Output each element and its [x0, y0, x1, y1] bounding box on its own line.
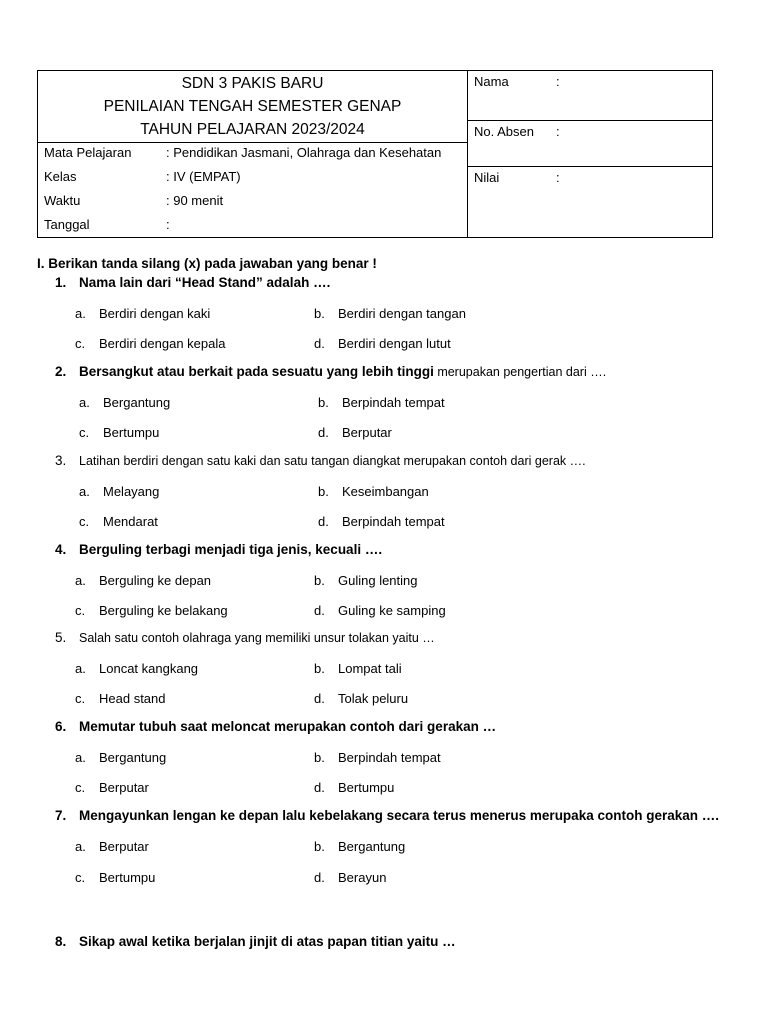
- question-4: [55, 542, 382, 557]
- answer-option[interactable]: [318, 514, 445, 529]
- option-text: Berdiri dengan kaki: [99, 306, 211, 321]
- option-letter: b.: [318, 395, 329, 410]
- question-number: 1.: [55, 275, 67, 290]
- option-letter: d.: [314, 780, 325, 795]
- answer-option[interactable]: [318, 395, 445, 410]
- absence-number-field[interactable]: No. Absen :: [468, 121, 712, 167]
- option-letter: c.: [75, 780, 86, 795]
- option-text: Loncat kangkang: [99, 661, 199, 676]
- exam-header-table: [37, 70, 713, 238]
- option-text: Berpindah tempat: [342, 514, 445, 529]
- question-text: Nama lain dari “Head Stand” adalah ….: [79, 275, 331, 290]
- option-letter: c.: [75, 336, 86, 351]
- option-letter: b.: [314, 306, 325, 321]
- option-text: Keseimbangan: [342, 484, 429, 499]
- question-3: [55, 453, 586, 468]
- answer-option[interactable]: [314, 306, 466, 321]
- answer-option[interactable]: [314, 573, 418, 588]
- question-text-tail: merupakan pengertian dari ….: [433, 365, 607, 379]
- answer-option[interactable]: [314, 870, 386, 885]
- option-letter: a.: [75, 750, 86, 765]
- question-number: 5.: [55, 630, 67, 645]
- option-letter: d.: [314, 870, 325, 885]
- option-letter: a.: [75, 306, 86, 321]
- answer-option[interactable]: [75, 839, 149, 854]
- question-5: [55, 630, 435, 645]
- answer-option[interactable]: [79, 425, 159, 440]
- question-1: [55, 275, 330, 290]
- option-text: Berdiri dengan kepala: [99, 336, 226, 351]
- option-letter: c.: [75, 870, 86, 885]
- option-letter: c.: [75, 603, 86, 618]
- option-text: Berayun: [338, 870, 387, 885]
- option-letter: b.: [314, 573, 325, 588]
- option-text: Berpindah tempat: [338, 750, 441, 765]
- option-letter: c.: [79, 425, 90, 440]
- answer-option[interactable]: [75, 780, 149, 795]
- answer-option[interactable]: [75, 870, 155, 885]
- question-text: Bersangkut atau berkait pada sesuatu yang lebih tinggi: [79, 364, 434, 379]
- answer-option[interactable]: [75, 306, 210, 321]
- question-6: [55, 719, 496, 734]
- question-number: 6.: [55, 719, 67, 734]
- answer-option[interactable]: [75, 750, 166, 765]
- answer-option[interactable]: [318, 425, 392, 440]
- option-text: Bertumpu: [103, 425, 160, 440]
- option-text: Tolak peluru: [338, 691, 409, 706]
- question-8: [55, 934, 456, 949]
- answer-option[interactable]: [75, 661, 198, 676]
- header-titles: [38, 71, 467, 143]
- answer-option[interactable]: [79, 395, 170, 410]
- option-text: Bergantung: [103, 395, 171, 410]
- header-left-block: SDN 3 PAKIS BARU PENILAIAN TENGAH SEMESTER GENAP TAHUN PELAJARAN 2023/2024 Mata Pelajaran : Pendidikan Jasmani, Olahraga dan Kesehatan Kelas : IV (EMPAT) Waktu : 90 menit Tanggal :: [38, 71, 468, 237]
- school-name: SDN 3 PAKIS BARU: [181, 75, 324, 92]
- option-letter: c.: [79, 514, 90, 529]
- option-text: Berdiri dengan lutut: [338, 336, 451, 351]
- answer-option[interactable]: [79, 514, 158, 529]
- option-letter: a.: [75, 573, 86, 588]
- option-letter: a.: [79, 395, 90, 410]
- score-field[interactable]: Nilai :: [474, 170, 560, 185]
- option-letter: d.: [314, 691, 325, 706]
- option-text: Berputar: [99, 839, 149, 854]
- option-text: Head stand: [99, 691, 166, 706]
- option-letter: c.: [75, 691, 86, 706]
- option-letter: b.: [314, 750, 325, 765]
- answer-option[interactable]: [314, 661, 402, 676]
- option-text: Berguling ke depan: [99, 573, 212, 588]
- option-text: Bergantung: [338, 839, 406, 854]
- option-text: Lompat tali: [338, 661, 402, 676]
- question-number: 4.: [55, 542, 67, 557]
- option-letter: d.: [318, 425, 329, 440]
- question-text: Sikap awal ketika berjalan jinjit di atas papan titian yaitu …: [79, 934, 456, 949]
- option-text: Melayang: [103, 484, 160, 499]
- answer-option[interactable]: [314, 839, 405, 854]
- exam-name: PENILAIAN TENGAH SEMESTER GENAP: [103, 98, 402, 115]
- answer-option[interactable]: [75, 691, 166, 706]
- question-text: Berguling terbagi menjadi tiga jenis, kecuali ….: [79, 542, 383, 557]
- option-text: Berguling ke belakang: [99, 603, 228, 618]
- header-right-block: [468, 71, 712, 237]
- option-text: Guling lenting: [338, 573, 418, 588]
- name-field[interactable]: Nama :: [468, 71, 712, 121]
- question-number: 3.: [55, 453, 67, 468]
- option-letter: b.: [314, 839, 325, 854]
- question-text: Salah satu contoh olahraga yang memiliki unsur tolakan yaitu …: [79, 631, 435, 645]
- option-text: Berputar: [342, 425, 392, 440]
- option-text: Berputar: [99, 780, 149, 795]
- option-letter: b.: [318, 484, 329, 499]
- answer-option[interactable]: [79, 484, 159, 499]
- option-text: Berdiri dengan tangan: [338, 306, 466, 321]
- question-text: Memutar tubuh saat meloncat merupakan contoh dari gerakan …: [79, 719, 497, 734]
- question-number: 2.: [55, 364, 67, 379]
- question-number: 7.: [55, 808, 67, 823]
- answer-option[interactable]: [314, 603, 446, 618]
- question-text: Latihan berdiri dengan satu kaki dan satu tangan diangkat merupakan contoh dari gerak ….: [79, 454, 586, 468]
- option-letter: b.: [314, 661, 325, 676]
- section-instruction: I. Berikan tanda silang (x) pada jawaban yang benar !: [37, 256, 377, 271]
- answer-option[interactable]: [314, 691, 408, 706]
- school-year: TAHUN PELAJARAN 2023/2024: [140, 121, 365, 138]
- answer-option[interactable]: [314, 780, 394, 795]
- answer-option[interactable]: [314, 336, 451, 351]
- option-text: Bertumpu: [99, 870, 156, 885]
- option-letter: a.: [75, 839, 86, 854]
- answer-option[interactable]: [314, 750, 441, 765]
- question-text: Mengayunkan lengan ke depan lalu kebelakang secara terus menerus merupaka contoh gerakan ….: [79, 808, 719, 823]
- answer-option[interactable]: [318, 484, 429, 499]
- option-letter: a.: [75, 661, 86, 676]
- option-text: Bergantung: [99, 750, 167, 765]
- option-text: Berpindah tempat: [342, 395, 445, 410]
- option-letter: d.: [314, 336, 325, 351]
- question-number: 8.: [55, 934, 67, 949]
- answer-option[interactable]: [75, 603, 228, 618]
- question-7: [55, 808, 719, 823]
- option-letter: a.: [79, 484, 90, 499]
- option-text: Guling ke samping: [338, 603, 446, 618]
- option-letter: d.: [318, 514, 329, 529]
- option-letter: d.: [314, 603, 325, 618]
- question-2: [55, 364, 606, 379]
- option-text: Bertumpu: [338, 780, 395, 795]
- answer-option[interactable]: [75, 573, 211, 588]
- option-text: Mendarat: [103, 514, 158, 529]
- answer-option[interactable]: [75, 336, 225, 351]
